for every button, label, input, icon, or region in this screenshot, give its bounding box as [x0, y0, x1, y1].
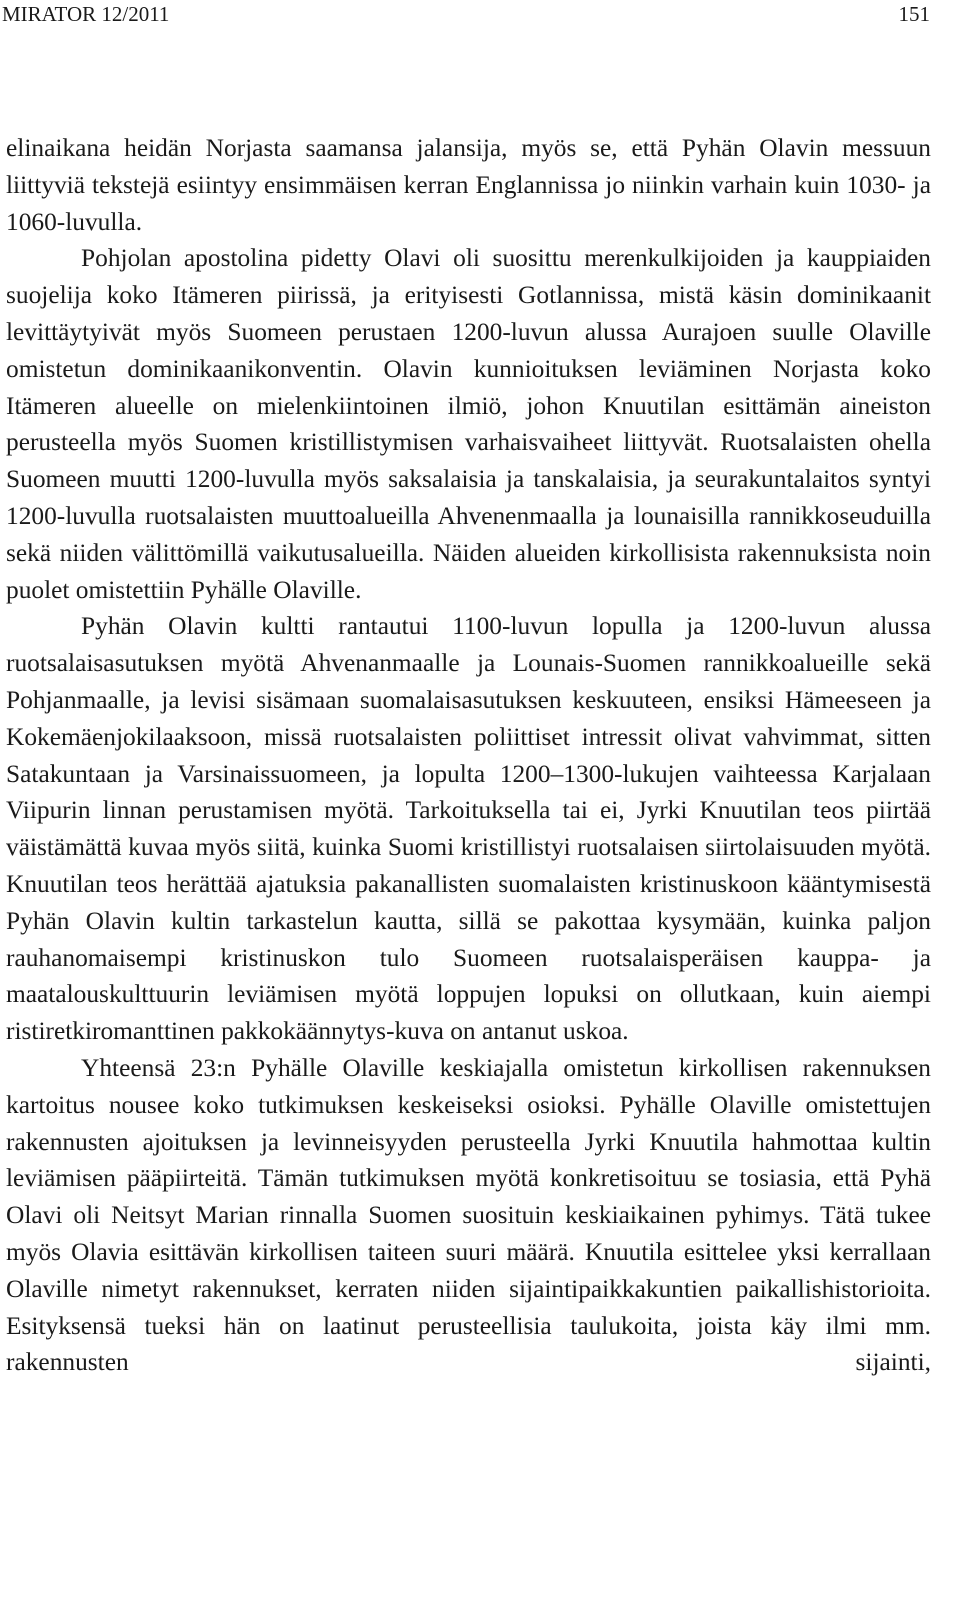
paragraph: Yhteensä 23:n Pyhälle Olaville keskiajalla omistetun kirkollisen rakennuksen kartoitus nousee koko tutkimuksen keskeiseksi osioksi. Pyhälle Olaville omistettujen rakennusten ajoituksen ja levinneisyyden perusteella Jyrki Knuutila hahmottaa kultin leviämisen pääpiirteitä. Tämän tutkimuksen myötä konkretisoituu se tosiasia, että Pyhä Olavi oli Neitsyt Marian rinnalla Suomen suosituin keskiaikainen pyhimys. Tätä tukee myös Olavia esittävän kirkollisen taiteen suuri määrä. Knuutila esittelee yksi kerrallaan Olaville nimetyt rakennukset, kerraten niiden sijaintipaikkakuntien paikallishistorioita. Esityksensä tueksi hän on laatinut perusteellisia taulukoita, joista käy ilmi mm. rakennusten sijainti, — [6, 1053, 931, 1377]
article-body — [6, 130, 931, 1381]
paragraph: Pyhän Olavin kultti rantautui 1100-luvun lopulla ja 1200-luvun alussa ruotsalaisasutuksen myötä Ahvenanmaalle ja Lounais-Suomen rannikkoalueille sekä Pohjanmaalle, ja levisi sisämaan suomalaisasutuksen keskuuteen, ensiksi Hämeeseen ja Kokemäenjokilaaksoon, missä ruotsalaisten poliittiset intressit olivat vahvimmat, sitten Satakuntaan ja Varsinaissuomeen, ja lopulta 1200–1300-lukujen vaihteessa Karjalaan Viipurin linnan perustamisen myötä. Tarkoituksella tai ei, Jyrki Knuutilan teos piirtää väistämättä kuvaa myös siitä, kuinka Suomi kristillistyi ruotsalaisen siirtolaisuuden myötä. Knuutilan teos herättää ajatuksia pakanallisten suomalaisten kristinuskoon kääntymisestä Pyhän Olavin kultin tarkastelun kautta, sillä se pakottaa kysymään, kuinka paljon rauhanomaisempi kristinuskon tulo Suomeen ruotsalaisperäisen kauppa- ja maatalouskulttuurin leviämisen myötä loppujen lopuksi on ollutkaan, kuin aiempi ristiretkiromanttinen pakkokäännytys-kuva on antanut uskoa. — [6, 612, 931, 1046]
journal-issue: MIRATOR 12/2011 — [2, 2, 170, 26]
paragraph: Pohjolan apostolina pidetty Olavi oli suosittu merenkulkijoiden ja kauppiaiden suojelija koko Itämeren piirissä, ja erityisesti Gotlannissa, mistä käsin dominikaanit levittäytyivät myös Suomeen perustaen 1200-luvun alussa Aurajoen suulle Olaville omistetun dominikaanikonventin. Olavin kunnioituksen leviäminen Norjasta koko Itämeren alueelle on mielenkiintoinen ilmiö, johon Knuutilan esittämän aineiston perusteella myös Suomen kristillistymisen varhaisvaiheet liittyvät. Ruotsalaisten ohella Suomeen muutti 1200-luvulla myös saksalaisia ja tanskalaisia, ja seurakuntalaitos syntyi 1200-luvulla ruotsalaisten muuttoalueilla Ahvenenmaalla ja lounaisilla rannikkoseuduilla sekä niiden välittömillä vaikutusalueilla. Näiden alueiden kirkollisista rakennuksista noin puolet omistettiin Pyhälle Olaville. — [6, 244, 931, 604]
running-header — [0, 0, 960, 30]
page-number: 151 — [898, 2, 930, 26]
paragraph-continued: elinaikana heidän Norjasta saamansa jalansija, myös se, että Pyhän Olavin messuun liittyviä tekstejä esiintyy ensimmäisen kerran Englannissa jo niinkin varhain kuin 1030- ja 1060-luvulla. — [6, 134, 931, 236]
